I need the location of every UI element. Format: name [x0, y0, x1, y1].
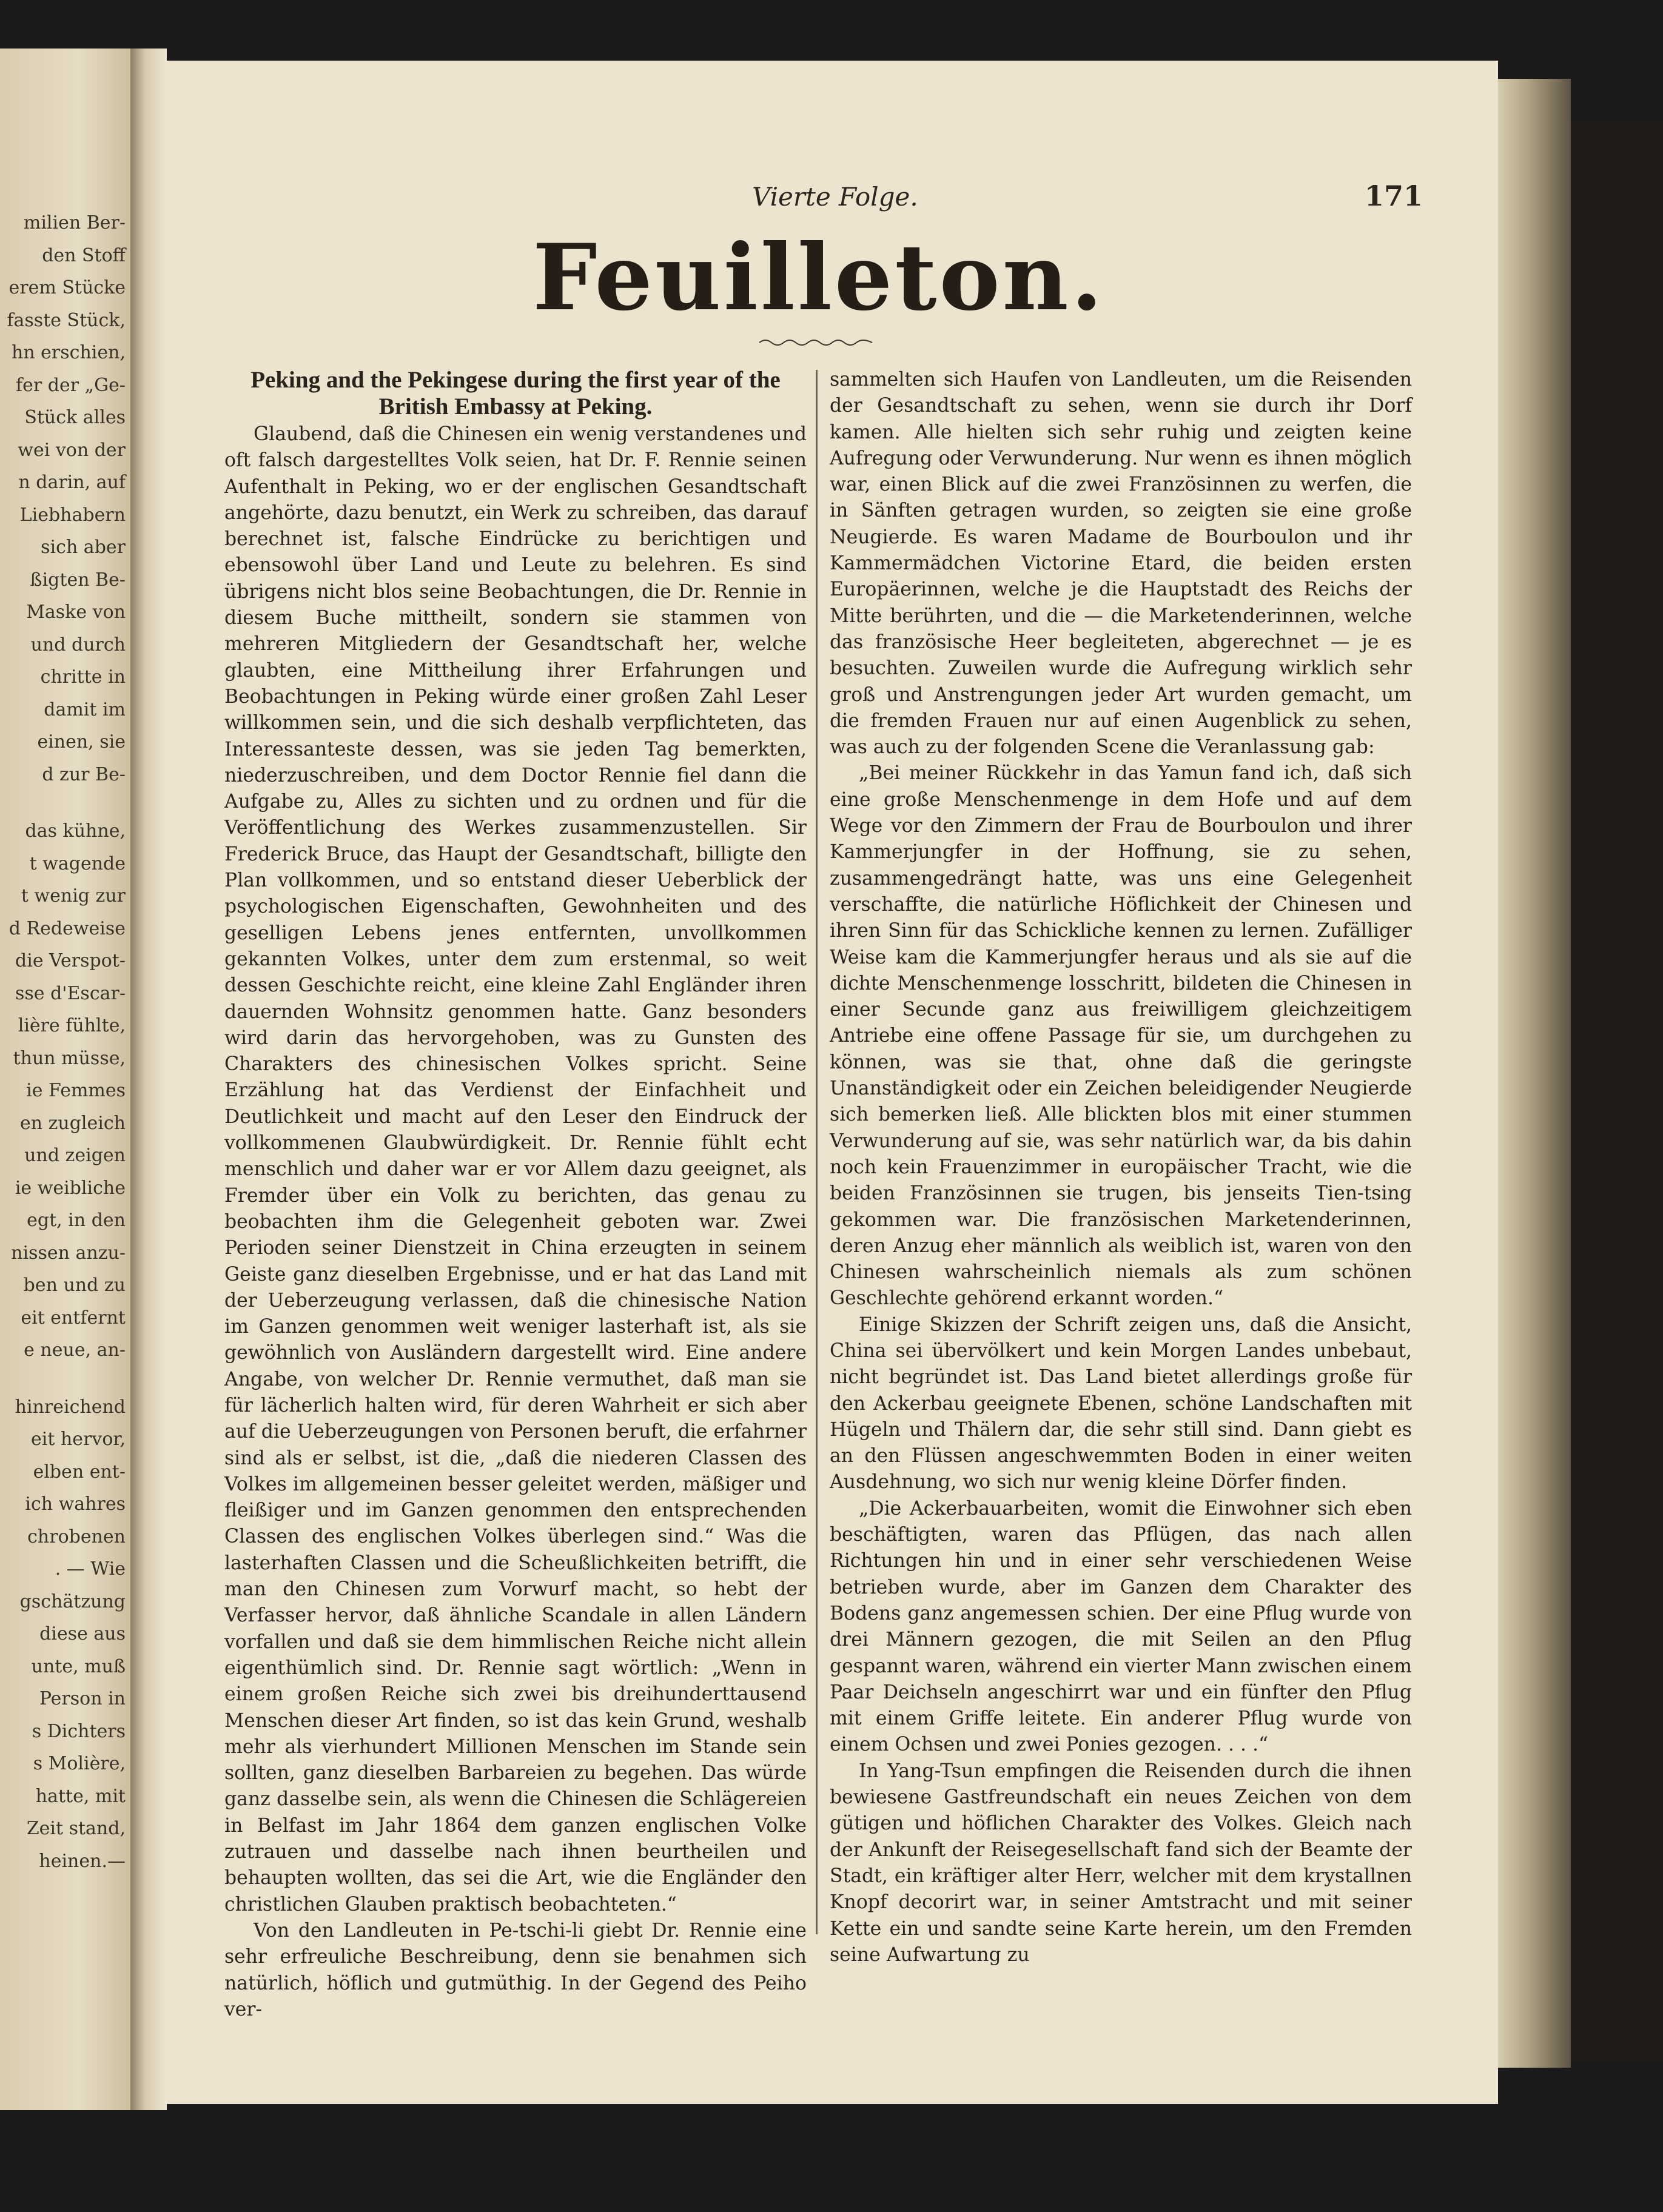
left-page-fragment: die Verspot-: [15, 950, 126, 971]
left-page-fragment: eit hervor,: [31, 1429, 126, 1450]
left-page-fragment: elben ent-: [33, 1461, 126, 1483]
left-page-fragment: d zur Be-: [42, 763, 126, 785]
left-page-fragment: nissen anzu-: [11, 1242, 126, 1264]
left-page-fragment: und zeigen: [24, 1145, 126, 1166]
title-ornament: [758, 337, 873, 349]
left-page-fragment: chrobenen: [27, 1526, 126, 1547]
left-page-fragment: Maske von: [26, 602, 126, 623]
left-page-fragment: sich aber: [41, 537, 126, 558]
left-page-fragment: ie weibliche: [15, 1177, 126, 1199]
left-page-fragment: milien Ber-: [23, 212, 126, 233]
paragraph: Von den Landleuten in Pe-tschi-li giebt Dr. Rennie eine sehr erfreuliche Beschreibung, denn sie benahmen sich natürlich, höflich und gutmüthig. In der Gegend des Peiho ver-: [224, 1919, 807, 2020]
background-edge: [1571, 121, 1663, 2062]
left-page-fragment: Stück alles: [24, 407, 126, 428]
left-page-fragment: damit im: [44, 699, 126, 720]
left-page-fragment: erem Stücke: [8, 277, 126, 298]
left-page-fragment: eit entfernt: [21, 1307, 126, 1329]
book-spine: [130, 49, 167, 2110]
right-column: [830, 367, 1412, 1968]
left-page-fragment: e neue, an-: [24, 1339, 126, 1361]
left-page-fragment: thun müsse,: [13, 1047, 126, 1069]
left-page-fragment: unte, muß: [31, 1655, 126, 1677]
left-page-fragment: ben und zu: [23, 1275, 126, 1296]
left-page-fragment: fer der „Ge-: [16, 374, 126, 396]
running-head: Vierte Folge.: [752, 182, 918, 212]
section-title: Feuilleton.: [532, 224, 1105, 331]
left-page-fragment: Zeit stand,: [26, 1818, 126, 1839]
left-page-fragment: hn erschien,: [12, 342, 126, 363]
paragraph: In Yang-Tsun empfingen die Reisenden durch die ihnen bewiesene Gastfreundschaft ein neues Zeichen von dem gütigen und höflichen Charakter des Volkes. Gleich nach der Ankunft der Reisegesellschaft fand sich der Beamte der Stadt, ein kräftiger alter Herr, welcher mit dem krystallnen Knopf decorirt war, in seiner Amtstracht und mit seiner Kette ein und sandte seine Karte herein, um den Fremden seine Aufwartung zu: [830, 1760, 1412, 1966]
left-page-fragment: diese aus: [39, 1623, 126, 1644]
paragraph: sammelten sich Haufen von Landleuten, um die Reisenden der Gesandtschaft zu sehen, wenn sie durch ihr Dorf kamen. Alle hielten sich sehr ruhig und zeigten keine Aufregung oder Verwunderung. Nur wenn es ihnen möglich war, einen Blick auf die zwei Französinnen zu werfen, die in Sänften getragen wurden, so zeigten sie eine große Neugierde. Es waren Madame de Bourboulon und ihr Kammermädchen Victorine Etard, die beiden ersten Europäerinnen, welche je die Hauptstadt des Reichs der Mitte berührten, und die — die Marketenderinnen, welche das französische Heer begleiteten, abgerechnet — je es besuchten. Zuweilen wurde die Aufregung wirklich sehr groß und Anstrengungen jeder Art wurden gemacht, um die fremden Frauen nur auf einen Augenblick zu sehen, was auch zu der folgenden Scene die Veranlassung gab:: [830, 369, 1412, 759]
page-number: 171: [1365, 179, 1423, 212]
left-page-fragment: egt, in den: [27, 1210, 126, 1231]
left-page-fragment: . — Wie: [55, 1558, 126, 1580]
left-page-fragment: einen, sie: [37, 731, 126, 752]
left-page-fragment: hinreichend: [15, 1396, 126, 1418]
paragraph: Glaubend, daß die Chinesen ein wenig verstandenes und oft falsch dargestelltes Volk seien, hat Dr. F. Rennie seinen Aufenthalt in Peking, wo er der englischen Gesandtschaft angehörte, dazu benutzt, ein Werk zu schreiben, das darauf berechnet ist, falsche Eindrücke zu berichtigen und ebensowohl über Land und Leute zu belehren. Es sind übrigens nicht blos seine Beobachtungen, die Dr. Rennie in diesem Buche mittheilt, sondern sie stammen von mehreren Mitgliedern der Gesandtschaft her, welche glaubten, eine Mittheilung ihrer Erfahrungen und Beobachtungen in Peking würde einer großen Zahl Leser willkommen sein, und die sich deshalb verpflichteten, das Interessanteste dessen, was sie jeden Tag bemerkten, niederzuschreiben, und dem Doctor Rennie fiel dann die Aufgabe zu, Alles zu sichten und zu ordnen und für die Veröffentlichung des Werkes zusammenzustellen. Sir Frederick Bruce, das Haupt der Gesandtschaft, billigte den Plan vollkommen, und so entstand dieser Ueberblick der psychologischen Eigenschaften, Gewohnheiten und des geselligen Lebens jenes entfernten, unvollkommen gekannten Volkes, unter dem zum erstenmal, so weit dessen Geschichte reicht, eine kleine Zahl Engländer ihren dauernden Wohnsitz genommen hatte. Ganz besonders wird darin das hervorgehoben, was zu Gunsten des Charakters des chinesischen Volkes spricht. Seine Erzählung hat das Verdienst der Einfachheit und Deutlichkeit und macht auf den Leser den Eindruck der vollkommenen Glaubwürdigkeit. Dr. Rennie fühlt echt menschlich und daher war er vor Allem dazu geeignet, als Fremder über ein Volk zu berichten, das genau zu beobachten ihm die Gelegenheit geboten war. Zwei Perioden seiner Dienstzeit in China erzeugten in seinem Geiste ganz dieselben Ergebnisse, und er hat das Land mit der Ueberzeugung verlassen, daß die chinesische Nation im Ganzen genommen weit weniger lasterhaft ist, als sie gewöhnlich von Ausländern dargestellt wird. Eine andere Angabe, von welcher Dr. Rennie vermuthet, daß man sie für lächerlich halten wird, für deren Wahrheit er sich aber auf die Ueberzeugungen von Personen beruft, die erfahrner sind als er selbst, ist die, „daß die niederen Classen des Volkes im allgemeinen besser geleitet werden, mäßiger und fleißiger und im Ganzen genommen den entsprechenden Classen des englischen Volkes überlegen sind.“ Was die lasterhaften Classen und die Scheußlichkeiten betrifft, die man den Chinesen zum Vorwurf macht, so hebt der Verfasser hervor, daß ähnliche Scandale in allen Ländern vorfallen und daß sie dem himmlischen Reiche nicht allein eigenthümlich sind. Dr. Rennie sagt wörtlich: „Wenn in einem großen Reiche sich zwei bis dreihunderttausend Menschen dieser Art finden, so ist das kein Grund, weshalb mehr als vierhundert Millionen Menschen im Stande sein sollten, ganz dieselben Barbareien zu begehen. Das würde ganz dasselbe sein, als wenn die Chinesen die Schlägereien in Belfast im Jahr 1864 dem ganzen englischen Volke zutrauen und dasselbe nach ihnen beurtheilen und behaupten wollten, das sei die Art, wie die Engländer den christlichen Glauben praktisch beobachteten.“: [224, 423, 807, 1915]
left-page-fragment: gschätzung: [19, 1590, 126, 1612]
column-rule: [816, 370, 818, 1934]
left-page-fragment: en zugleich: [19, 1112, 126, 1134]
left-page-fragment: s Molière,: [33, 1753, 126, 1774]
left-page-fragment: t wenig zur: [21, 885, 126, 907]
left-page-fragment: n darin, auf: [18, 472, 126, 493]
left-page-fragment: lière fühlte,: [18, 1015, 126, 1036]
left-page-fragment: ie Femmes: [26, 1080, 126, 1101]
left-page-fragment: sse d'Escar-: [15, 982, 126, 1004]
paragraph: „Die Ackerbauarbeiten, womit die Einwohner sich eben beschäftigten, waren das Pflügen, das nach allen Richtungen hin und in einer sehr verschiedenen Weise betrieben wurde, aber im Ganzen dem Charakter des Bodens ganz angemessen schien. Der eine Pflug wurde von drei Männern gezogen, die mit Seilen an den Pflug gespannt waren, während ein vierter Mann zwischen einem Paar Deichseln angeschirrt war und ein fünfter den Pflug mit einem Griffe leitete. Ein anderer Pflug wurde von einem Ochsen und zwei Ponies gezogen. . . .“: [830, 1497, 1412, 1756]
article-title: Peking and the Pekingese during the first year of the British Embassy at Peking.: [250, 367, 781, 420]
left-page-fragment: chritte in: [40, 666, 126, 688]
paragraph: „Bei meiner Rückkehr in das Yamun fand ich, daß sich eine große Menschenmenge in dem Hofe und auf dem Wege vor den Zimmern der Frau de Bourboulon und ihrer Kammerjungfer in der Hoffnung, sie zu sehen, zusammengedrängt hatte, was uns eine Gelegenheit verschaffte, die natürliche Höflichkeit der Chinesen und ihren Sinn für das Schickliche kennen zu lernen. Zufälliger Weise kam die Kammerjungfer heraus und als sie auf die dichte Menschenmenge losschritt, bildeten die Chinesen in einer Secunde ganz aus freiwilligem gleichzeitigem Antriebe eine offene Passage für sie, um durchgehen zu können, was sie that, ohne daß die geringste Unanständigkeit oder ein Zeichen beleidigender Neugierde sich bemerken ließ. Alle blickten blos mit einer stummen Verwunderung auf sie, was sehr natürlich war, da bis dahin noch kein Frauenzimmer in europäischer Tracht, wie die beiden Französinnen sie trugen, bis jenseits Tien-tsing gekommen war. Die französischen Marketenderinnen, deren Anzug eher männlich als weiblich ist, waren von den Chinesen wahrscheinlich niemals als zum schönen Geschlechte gehörend erkannt worden.“: [830, 762, 1412, 1310]
left-column: [224, 367, 807, 2023]
previous-page-strip: [0, 49, 130, 2110]
left-page-fragment: s Dichters: [32, 1720, 126, 1742]
left-page-fragment: fasste Stück,: [7, 309, 126, 331]
left-page-fragment: ich wahres: [25, 1493, 126, 1515]
left-page-fragment: hatte, mit: [35, 1785, 126, 1807]
left-page-fragment: Person in: [39, 1688, 126, 1709]
left-page-fragment: und durch: [30, 634, 126, 655]
left-page-fragment: d Redeweise: [8, 917, 126, 939]
left-page-fragment: wei von der: [18, 439, 126, 461]
left-page-fragment: das kühne,: [25, 820, 126, 842]
paragraph: Einige Skizzen der Schrift zeigen uns, daß die Ansicht, China sei übervölkert und kein Morgen Landes unbebaut, nicht begründet ist. Das Land bietet allerdings große für den Ackerbau geeignete Ebenen, schöne Landschaften mit Hügeln und Thälern dar, die sehr still sind. Dann giebt es an den Flüssen angeschwemmten Boden in einer weiten Ausdehnung, wo sich nur wenig kleine Dörfer finden.: [830, 1313, 1412, 1493]
left-page-fragment: den Stoff: [42, 244, 126, 266]
left-page-fragment: heinen.—: [39, 1850, 126, 1872]
left-page-fragment: ßigten Be-: [30, 569, 126, 591]
left-page-fragment: Liebhabern: [19, 504, 126, 526]
left-page-fragment: t wagende: [29, 853, 126, 874]
page-edge: [1498, 79, 1571, 2068]
